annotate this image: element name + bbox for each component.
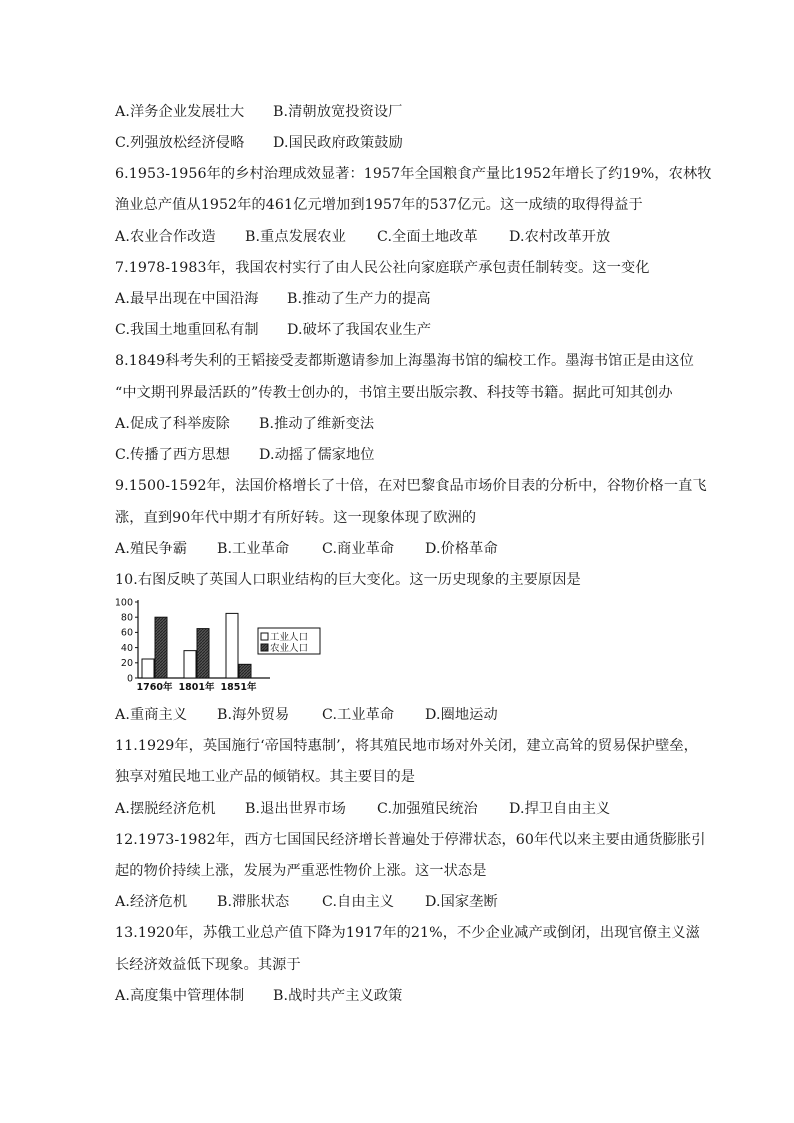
bar-industrial [184, 651, 196, 678]
q5-option-b: B.清朝放宽投资设厂 [273, 104, 403, 120]
bar-agricultural [197, 629, 209, 678]
y-tick-label: 100 [114, 597, 133, 609]
q6-option-b: B.重点发展农业 [245, 229, 346, 245]
q6-stem-line2: 渔业总产值从1952年的461亿元增加到1957年的537亿元。这一成绩的取得得益于 [115, 197, 643, 213]
chart-svg [112, 594, 322, 702]
q6-option-d: D.农村改革开放 [509, 229, 611, 245]
x-category-label: 1760年 [136, 682, 173, 693]
q8-option-a: A.促成了科举废除 [115, 416, 230, 432]
q10-option-d: D.圈地运动 [425, 707, 498, 723]
q9-option-b: B.工业革命 [217, 541, 290, 557]
q9-option-a: A.殖民争霸 [115, 541, 188, 557]
q12-option-c: C.自由主义 [322, 894, 395, 910]
q13-option-b: B.战时共产主义政策 [273, 988, 403, 1004]
q11-option-d: D.捍卫自由主义 [509, 801, 611, 817]
q13-stem-line1: 13.1920年，苏俄工业总产值下降为1917年的21%，不少企业减产或倒闭，出现官僚主义滋 [115, 925, 700, 941]
x-category-label: 1801年 [178, 682, 215, 693]
x-category-label: 1851年 [220, 682, 257, 693]
q11-option-b: B.退出世界市场 [245, 801, 346, 817]
population-bar-chart [112, 594, 322, 702]
q7-stem-line1: 7.1978-1983年，我国农村实行了由人民公社向家庭联产承包责任制转变。这一变化 [115, 260, 650, 276]
y-tick-label: 60 [120, 627, 133, 639]
q11-stem-line2: 独享对殖民地工业产品的倾销权。其主要目的是 [115, 769, 416, 785]
bar-agricultural [155, 617, 167, 678]
q8-option-d: D.动摇了儒家地位 [259, 447, 375, 463]
q7-option-a: A.最早出现在中国沿海 [115, 291, 259, 307]
q10-option-a: A.重商主义 [115, 707, 188, 723]
q12-stem-line2: 起的物价持续上涨，发展为严重恶性物价上涨。这一状态是 [115, 863, 487, 879]
q6-option-a: A.农业合作改造 [115, 229, 216, 245]
q5-option-d: D.国民政府政策鼓励 [273, 135, 403, 151]
q8-option-c: C.传播了西方思想 [115, 447, 231, 463]
q13-stem-line2: 长经济效益低下现象。其源于 [115, 957, 301, 973]
q5-option-c: C.列强放松经济侵略 [115, 135, 245, 151]
y-tick-label: 0 [126, 673, 133, 685]
q9-option-d: D.价格革命 [425, 541, 498, 557]
q10-stem-line1: 10.右图反映了英国人口职业结构的巨大变化。这一历史现象的主要原因是 [115, 572, 581, 588]
q12-option-b: B.滞胀状态 [217, 894, 290, 910]
q7-option-b: B.推动了生产力的提高 [287, 291, 431, 307]
y-tick-label: 20 [120, 658, 133, 670]
q7-option-c: C.我国土地重回私有制 [115, 322, 259, 338]
q8-stem-line2: “中文期刊界最活跃的”传教士创办的，书馆主要出版宗教、科技等书籍。据此可知其创办 [115, 385, 673, 401]
q12-option-d: D.国家垄断 [425, 894, 498, 910]
q5-option-a: A.洋务企业发展壮大 [115, 104, 245, 120]
q6-stem-line1: 6.1953-1956年的乡村治理成效显著：1957年全国粮食产量比1952年增长了约19%，农林牧 [115, 166, 712, 182]
q7-option-d: D.破坏了我国农业生产 [287, 322, 432, 338]
y-tick-label: 80 [120, 612, 133, 624]
legend-swatch-industrial [261, 633, 268, 640]
q10-option-b: B.海外贸易 [217, 707, 290, 723]
q8-stem-line1: 8.1849科考失利的王韬接受麦都斯邀请参加上海墨海书馆的编校工作。墨海书馆正是由这位 [115, 353, 694, 369]
q12-stem-line1: 12.1973-1982年，西方七国国民经济增长普遍处于停滞状态，60年代以来主要由通货膨胀引 [115, 832, 706, 848]
q11-stem-line1: 11.1929年，英国施行‘帝国特惠制’，将其殖民地市场对外关闭，建立高耸的贸易保护壁垒， [115, 738, 698, 754]
q8-option-b: B.推动了维新变法 [259, 416, 375, 432]
q6-option-c: C.全面土地改革 [377, 229, 478, 245]
q9-stem-line2: 涨，直到90年代中期才有所好转。这一现象体现了欧洲的 [115, 510, 477, 526]
q9-stem-line1: 9.1500-1592年，法国价格增长了十倍，在对巴黎食品市场价目表的分析中，谷物价格一直飞 [115, 478, 707, 494]
legend-label-industrial: 工业人口 [270, 632, 309, 643]
legend-label-agricultural: 农业人口 [270, 643, 309, 654]
q9-option-c: C.商业革命 [322, 541, 395, 557]
q11-option-c: C.加强殖民统治 [377, 801, 478, 817]
q11-option-a: A.摆脱经济危机 [115, 801, 216, 817]
legend-swatch-agricultural [261, 644, 268, 651]
q12-option-a: A.经济危机 [115, 894, 188, 910]
bar-industrial [142, 659, 154, 678]
y-tick-label: 40 [120, 642, 133, 654]
q10-option-c: C.工业革命 [322, 707, 395, 723]
bar-industrial [226, 613, 238, 678]
bar-agricultural [239, 664, 251, 678]
q13-option-a: A.高度集中管理体制 [115, 988, 245, 1004]
